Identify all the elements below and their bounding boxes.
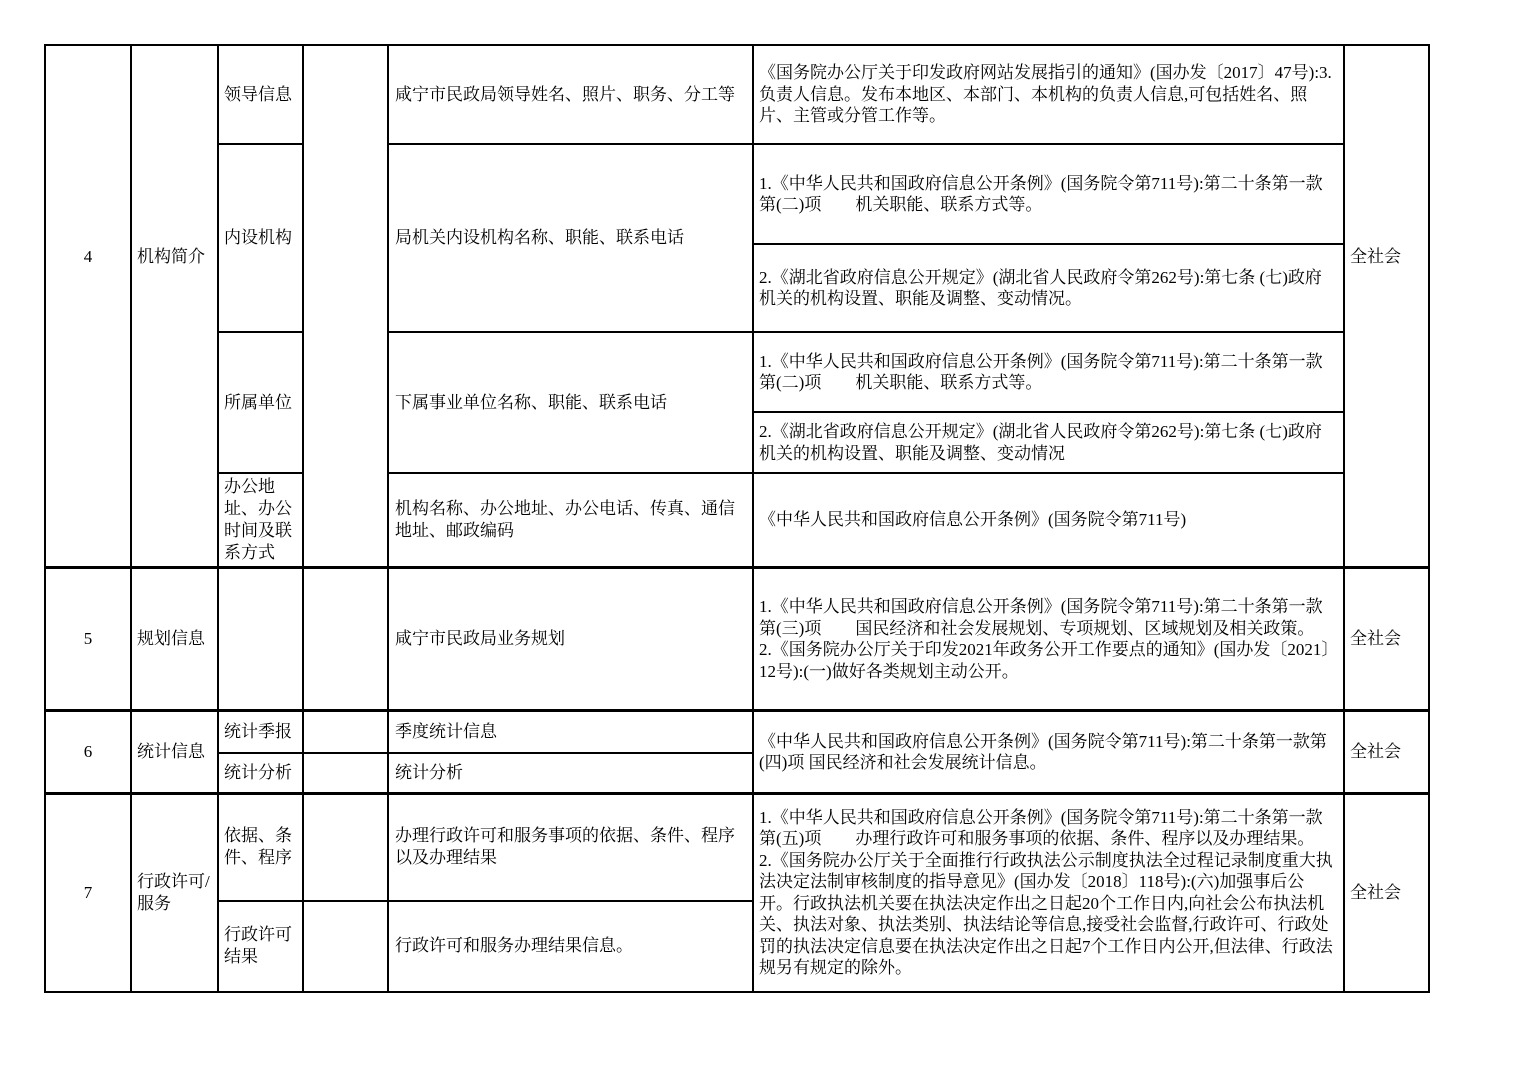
spacer-cell <box>303 901 388 992</box>
table-row <box>45 144 1429 244</box>
description-cell: 下属事业单位名称、职能、联系电话 <box>388 332 753 473</box>
description-cell: 统计分析 <box>388 753 753 794</box>
legal-item: 《中华人民共和国政府信息公开条例》(国务院令第711号) <box>759 510 1187 530</box>
category-cell: 统计信息 <box>131 711 218 794</box>
subcategory-cell: 统计分析 <box>218 753 303 794</box>
legal-item: 《中华人民共和国政府信息公开条例》(国务院令第711号):第二十条第一款第(四)项 国民经济和社会发展统计信息。 <box>759 731 1327 772</box>
table-row <box>45 473 1429 568</box>
table-row <box>45 794 1429 901</box>
legal-item: 2.《湖北省政府信息公开规定》(湖北省人民政府令第262号):第七条 (七)政府机关的机构设置、职能及调整、变动情况。 <box>759 267 1322 308</box>
subcategory-cell: 行政许可结果 <box>218 901 303 992</box>
legal-item: 《国务院办公厅关于印发政府网站发展指引的通知》(国办发〔2017〕47号):3.负责人信息。发布本地区、本部门、本机构的负责人信息,可包括姓名、照片、主管或分管工作等。 <box>759 63 1332 126</box>
description-cell: 行政许可和服务办理结果信息。 <box>388 901 753 992</box>
legal-item: 2.《湖北省政府信息公开规定》(湖北省人民政府令第262号):第七条 (七)政府机关的机构设置、职能及调整、变动情况 <box>759 422 1322 463</box>
subcategory-cell: 依据、条件、程序 <box>218 794 303 901</box>
category-cell: 行政许可/服务 <box>131 794 218 992</box>
audience-cell: 全社会 <box>1344 568 1429 711</box>
disclosure-catalog-table <box>44 44 1430 993</box>
table-row <box>45 711 1429 753</box>
legal-basis-cell <box>753 794 1344 992</box>
spacer-cell <box>303 711 388 753</box>
subcategory-cell: 领导信息 <box>218 45 303 144</box>
legal-item: 1.《中华人民共和国政府信息公开条例》(国务院令第711号):第二十条第一款第(二)项 机关职能、联系方式等。 <box>759 173 1323 214</box>
table-row <box>45 45 1429 144</box>
legal-item: 1.《中华人民共和国政府信息公开条例》(国务院令第711号):第二十条第一款第(三)项 国民经济和社会发展规划、专项规划、区域规划及相关政策。 <box>759 597 1323 638</box>
subcategory-cell: 内设机构 <box>218 144 303 332</box>
legal-basis-cell <box>753 412 1344 473</box>
legal-item: 2.《国务院办公厅关于全面推行行政执法公示制度执法全过程记录制度重大执法决定法制审核制度的指导意见》(国办发〔2018〕118号):(六)加强事后公开。行政执法机关要在执法决定作出之日起20个工作日内,向社会公布执法机关、执法对象、执法类别、执法结论等信息,接受社会监督,行政许可、行政处罚的执法决定信息要在执法决定作出之日起7个工作日内公开,但法律、行政法规另有规定的除外。 <box>759 850 1333 978</box>
spacer-cell <box>303 45 388 568</box>
audience-cell: 全社会 <box>1344 794 1429 992</box>
audience-cell: 全社会 <box>1344 45 1429 568</box>
legal-basis-cell <box>753 711 1344 794</box>
spacer-cell <box>303 568 388 711</box>
subcategory-cell: 所属单位 <box>218 332 303 473</box>
legal-item: 1.《中华人民共和国政府信息公开条例》(国务院令第711号):第二十条第一款第(五)项 办理行政许可和服务事项的依据、条件、程序以及办理结果。 <box>759 807 1323 849</box>
description-cell: 咸宁市民政局领导姓名、照片、职务、分工等 <box>388 45 753 144</box>
legal-basis-cell <box>753 473 1344 568</box>
description-cell: 办理行政许可和服务事项的依据、条件、程序以及办理结果 <box>388 794 753 901</box>
spacer-cell <box>303 753 388 794</box>
description-cell: 咸宁市民政局业务规划 <box>388 568 753 711</box>
category-cell: 机构简介 <box>131 45 218 568</box>
category-cell: 规划信息 <box>131 568 218 711</box>
row-number-cell: 4 <box>45 45 131 568</box>
table-row <box>45 332 1429 412</box>
row-number-cell: 6 <box>45 711 131 794</box>
legal-item: 1.《中华人民共和国政府信息公开条例》(国务院令第711号):第二十条第一款第(二)项 机关职能、联系方式等。 <box>759 351 1323 392</box>
table-row <box>45 568 1429 711</box>
subcategory-cell: 办公地址、办公时间及联系方式 <box>218 473 303 568</box>
description-cell: 季度统计信息 <box>388 711 753 753</box>
legal-item: 2.《国务院办公厅关于印发2021年政务公开工作要点的通知》(国办发〔2021〕12号):(一)做好各类规划主动公开。 <box>759 640 1330 681</box>
spacer-cell <box>303 794 388 901</box>
legal-basis-cell <box>753 144 1344 244</box>
legal-basis-cell <box>753 45 1344 144</box>
audience-cell: 全社会 <box>1344 711 1429 794</box>
subcategory-cell <box>218 568 303 711</box>
legal-basis-cell <box>753 332 1344 412</box>
description-cell: 局机关内设机构名称、职能、联系电话 <box>388 144 753 332</box>
legal-basis-cell <box>753 568 1344 711</box>
description-cell: 机构名称、办公地址、办公电话、传真、通信地址、邮政编码 <box>388 473 753 568</box>
row-number-cell: 5 <box>45 568 131 711</box>
subcategory-cell: 统计季报 <box>218 711 303 753</box>
row-number-cell: 7 <box>45 794 131 992</box>
legal-basis-cell <box>753 244 1344 332</box>
